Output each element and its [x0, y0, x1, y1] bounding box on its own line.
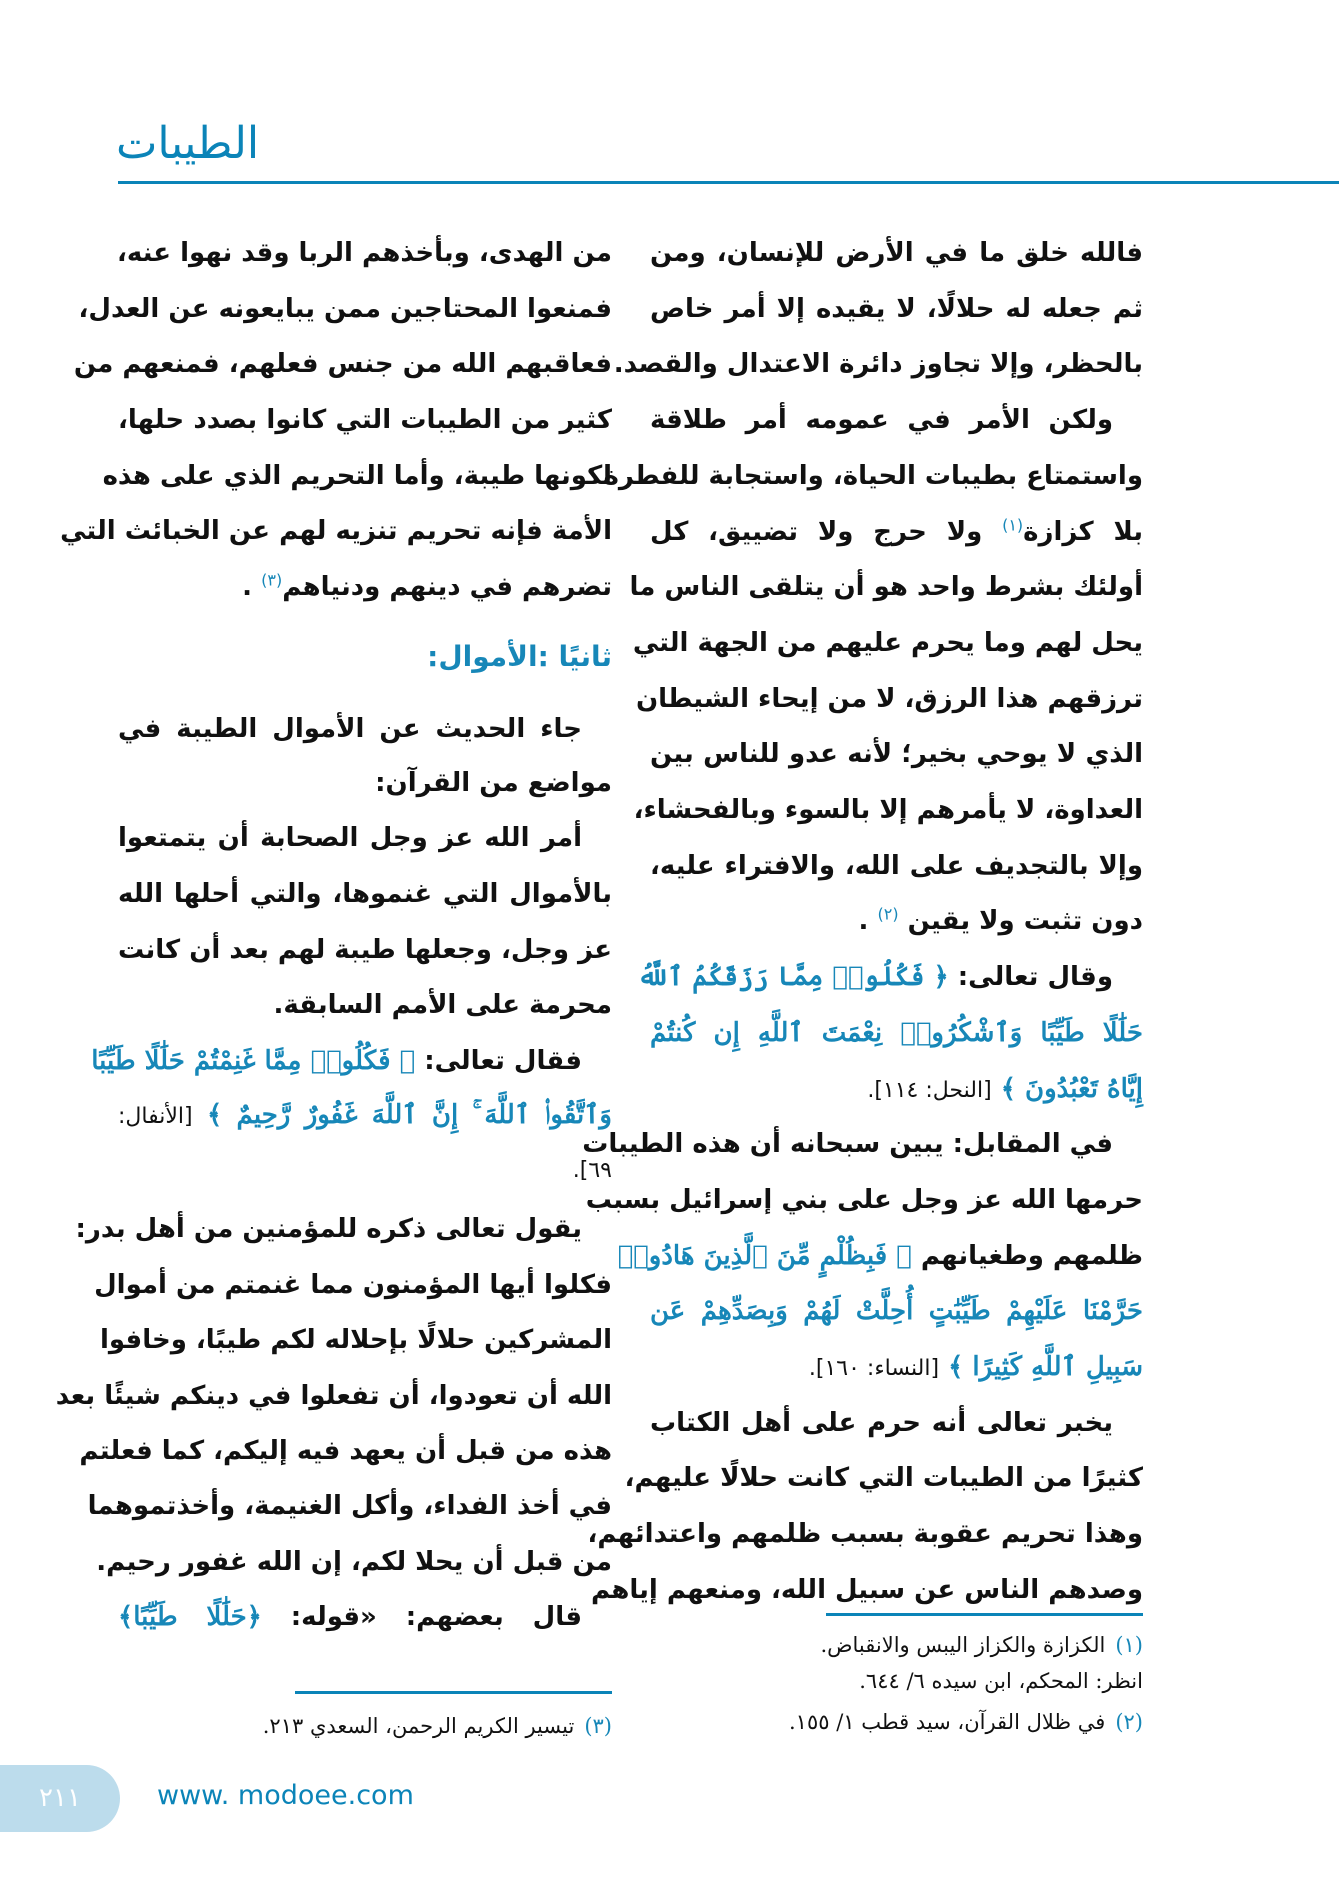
text-line — [617, 1228, 1143, 1284]
text-line — [94, 1257, 612, 1313]
footnote-marker[interactable]: (٢) — [877, 904, 899, 924]
text-line — [650, 225, 1143, 281]
text-line — [650, 726, 1143, 782]
text-line — [624, 1450, 1143, 1506]
text-line — [118, 1141, 612, 1197]
text-line — [118, 701, 612, 757]
text-line — [613, 336, 1143, 392]
text-segment: بالحظر، وإلا تجاوز دائرة الاعتدال والقصد. — [613, 349, 1143, 380]
text-segment: وقال تعالى: — [948, 962, 1113, 993]
text-line — [650, 504, 1143, 560]
text-line — [96, 1534, 612, 1590]
quran-verse: وَٱتَّقُوا۟ ٱللَّهَ ۚ إِنَّ ٱللَّهَ غَفُورٌ رَّحِيمٌ ﴾ — [192, 1100, 612, 1130]
text-line — [75, 1201, 612, 1257]
footnote — [820, 1628, 1143, 1662]
text-segment: واستمتاع بطيبات الحياة، واستجابة للفطرة — [603, 460, 1143, 491]
footnote-text: الكزازة والكزاز اليبس والانقباض. — [820, 1633, 1106, 1657]
quran-verse: سَبِيلِ ٱللَّهِ كَثِيرًا ﴾ — [939, 1352, 1143, 1382]
quran-verse: إِيَّاهُ تَعْبُدُونَ ﴾ — [991, 1073, 1143, 1104]
text-line — [650, 1395, 1143, 1451]
text-line — [73, 336, 612, 392]
text-line — [635, 671, 1143, 727]
text-line — [60, 503, 612, 559]
text-line — [650, 893, 1143, 949]
text-segment: جاء الحديث عن الأموال الطيبة في — [118, 714, 582, 744]
footnote-marker[interactable]: (١) — [1002, 514, 1024, 534]
text-segment: الذي لا يوحي بخير؛ لأنه عدو للناس بين — [650, 739, 1143, 770]
text-segment: الأمة فإنه تحريم تنزيه لهم عن الخبائث التي — [60, 516, 612, 546]
quran-verse: حَلَٰلًا طَيِّبًا وَٱشْكُرُوا۟ نِعْمَتَ ٱللَّهِ إِن كُنتُمْ — [650, 1017, 1143, 1048]
text-segment: حرمها الله عز وجل على بني إسرائيل بسبب — [585, 1184, 1143, 1215]
text-line — [78, 281, 612, 337]
footnote — [263, 1709, 612, 1743]
text-segment: فالله خلق ما في الأرض للإنسان، ومن — [650, 238, 1143, 268]
text-segment: من قبل أن يحلا لكم، إن الله غفور رحيم. — [96, 1547, 612, 1577]
text-line — [590, 1562, 1143, 1618]
quran-verse: ﴿ فَكُلُوا۟ مِمَّا رَزَقَكُمُ ٱللَّهُ — [637, 962, 949, 993]
text-line — [118, 1087, 612, 1143]
section-heading — [118, 629, 612, 685]
text-segment: فقال تعالى: — [415, 1046, 582, 1076]
text-segment: عز وجل، وجعلها طيبة لهم بعد أن كانت — [118, 935, 612, 965]
text-segment: كثير من الطيبات التي كانوا بصدد حلها، — [118, 405, 612, 435]
text-segment: ولكن الأمر في عمومه أمر طلاقة — [650, 405, 1113, 436]
text-segment: فكلوا أيها المؤمنون مما غنمتم من أموال — [94, 1270, 612, 1300]
text-segment: من الهدى، وبأخذهم الربا وقد نهوا عنه، — [117, 238, 612, 268]
quran-verse: ﴿ فَكُلُوا۟ مِمَّا غَنِمْتُمْ حَلَٰلًا طَيِّبًا — [91, 1046, 416, 1076]
text-segment: . — [242, 572, 262, 602]
text-segment: ثانيًا :الأموال: — [427, 640, 612, 673]
quran-verse: ﴿ فَبِظُلْمٍ مِّنَ ٱلَّذِينَ هَادُوا۟ — [617, 1240, 912, 1271]
text-segment: هذه من قبل أن يعهد فيه إليكم، كما فعلتم — [79, 1436, 612, 1466]
text-line — [91, 1033, 612, 1089]
text-line — [118, 559, 612, 615]
text-line — [650, 281, 1143, 337]
text-line — [102, 448, 612, 504]
text-segment: الله أن تعودوا، أن تفعلوا في دينكم شيئًا بعد — [55, 1381, 612, 1411]
text-line — [118, 755, 612, 811]
text-segment: . — [858, 906, 878, 937]
text-line — [79, 1423, 612, 1479]
text-segment: ترزقهم هذا الرزق، لا من إيحاء الشيطان — [635, 683, 1143, 714]
text-segment: ثم جعله له حلالًا، لا يقيده إلا أمر خاص — [650, 293, 1143, 324]
verse-reference: ٦٩]. — [572, 1158, 612, 1183]
footnote-number: (٢) — [1115, 1710, 1143, 1734]
text-line — [632, 615, 1143, 671]
text-segment: دون تثبت ولا يقين — [898, 906, 1143, 937]
text-segment: ولا حرج ولا تضييق، كل — [650, 516, 1003, 547]
website-link[interactable]: www. modoee.com — [157, 1780, 414, 1811]
text-line — [118, 225, 612, 281]
verse-reference: [النساء: ١٦٠]. — [808, 1356, 940, 1381]
text-line — [585, 1172, 1143, 1228]
text-segment: بالأموال التي غنموها، والتي أحلها الله — [118, 879, 612, 909]
text-segment: لكونها طيبة، وأما التحريم الذي على هذه — [102, 461, 612, 491]
text-line — [55, 1368, 612, 1424]
text-segment: يحل لهم وما يحرم عليهم من الجهة التي — [632, 627, 1143, 658]
quran-verse: حَرَّمْنَا عَلَيْهِمْ طَيِّبَٰتٍ أُحِلَّتْ لَهُمْ وَبِصَدِّهِمْ عَن — [650, 1296, 1143, 1327]
verse-reference: [النحل: ١١٤]. — [867, 1077, 992, 1103]
footnote-divider-right — [826, 1613, 1143, 1616]
quran-verse: ﴿حَلَٰلًا طَيِّبًا﴾ — [118, 1602, 262, 1632]
text-line — [118, 1589, 612, 1645]
text-line — [587, 1506, 1143, 1562]
text-segment: يخبر تعالى أنه حرم على أهل الكتاب — [650, 1407, 1113, 1438]
text-line — [582, 1116, 1143, 1172]
text-segment: يقول تعالى ذكره للمؤمنين من أهل بدر: — [75, 1214, 582, 1244]
text-line — [650, 1339, 1143, 1395]
text-line — [650, 1061, 1143, 1117]
text-segment: وصدهم الناس عن سبيل الله، ومنعهم إياهم — [590, 1574, 1143, 1605]
text-line — [99, 1312, 612, 1368]
text-line — [637, 949, 1143, 1005]
text-segment: مواضع من القرآن: — [375, 768, 612, 798]
footnote-marker[interactable]: (٣) — [261, 570, 283, 590]
text-segment: أولئك بشرط واحد هو أن يتلقى الناس ما — [629, 572, 1143, 603]
text-segment: بلا كزازة — [1023, 516, 1144, 547]
footnote-number: (١) — [1115, 1633, 1143, 1657]
text-line — [118, 392, 612, 448]
text-segment: وإلا بالتجديف على الله، والافتراء عليه، — [650, 850, 1143, 881]
text-segment: في أخذ الفداء، وأكل الغنيمة، وأخذتموهما — [87, 1491, 612, 1521]
verse-reference: [الأنفال: — [118, 1104, 193, 1129]
text-line — [633, 782, 1143, 838]
text-segment: محرمة على الأمم السابقة. — [273, 990, 612, 1020]
running-header-title: الطيبات — [116, 118, 260, 169]
header-divider — [118, 181, 1339, 184]
text-line — [118, 922, 612, 978]
text-line — [650, 392, 1143, 448]
text-line — [650, 1005, 1143, 1061]
text-line — [603, 448, 1143, 504]
text-segment: ظلمهم وطغيانهم — [911, 1240, 1143, 1271]
footnote-text: في ظلال القرآن، سيد قطب ١/ ١٥٥. — [788, 1710, 1106, 1734]
text-line — [629, 559, 1143, 615]
text-segment: في المقابل: يبين سبحانه أن هذه الطيبات — [582, 1129, 1113, 1160]
text-segment: فعاقبهم الله من جنس فعلهم، فمنعهم من — [73, 349, 612, 379]
text-segment: وهذا تحريم عقوبة بسبب ظلمهم واعتدائهم، — [587, 1519, 1143, 1550]
text-segment: أمر الله عز وجل الصحابة أن يتمتعوا — [118, 823, 582, 853]
page-number-badge: ٢١١ — [0, 1765, 120, 1832]
text-segment: العداوة، لا يأمرهم إلا بالسوء وبالفحشاء، — [633, 795, 1143, 825]
text-segment: تضرهم في دينهم ودنياهم — [282, 572, 612, 602]
text-segment: المشركين حلالًا بإحلاله لكم طيبًا، وخافوا — [99, 1325, 612, 1355]
text-line — [650, 838, 1143, 894]
footnote-divider-left — [295, 1691, 612, 1694]
text-segment: فمنعوا المحتاجين ممن يبايعونه عن العدل، — [78, 294, 612, 324]
footnote — [859, 1664, 1143, 1698]
text-segment: كثيرًا من الطيبات التي كانت حلالًا عليهم، — [624, 1463, 1143, 1494]
footnote-text: انظر: المحكم، ابن سيده ٦/ ٦٤٤. — [859, 1669, 1143, 1693]
text-line — [118, 810, 612, 866]
text-line — [118, 977, 612, 1033]
text-line — [118, 866, 612, 922]
text-line — [87, 1478, 612, 1534]
text-segment: قال بعضهم: «قوله: — [261, 1602, 582, 1632]
footnote — [789, 1705, 1143, 1739]
footnote-number: (٣) — [584, 1714, 612, 1738]
footnote-text: تيسير الكريم الرحمن، السعدي ٢١٣. — [262, 1714, 575, 1738]
text-line — [650, 1283, 1143, 1339]
